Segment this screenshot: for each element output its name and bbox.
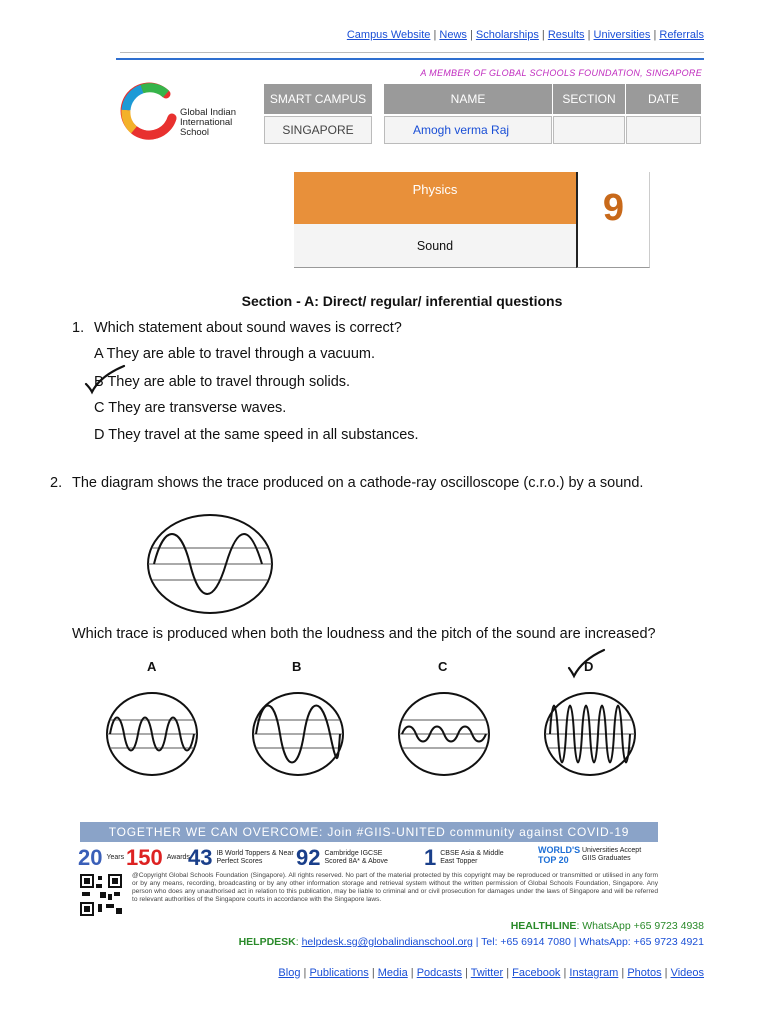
member-text: A MEMBER OF GLOBAL SCHOOLS FOUNDATION, SINGAPORE <box>420 68 702 78</box>
school-logo <box>120 80 270 144</box>
logo-text: Global Indian International School <box>180 107 236 138</box>
link-blog[interactable]: Blog <box>278 967 301 979</box>
link-universities[interactable]: Universities <box>593 29 651 41</box>
link-media[interactable]: Media <box>377 967 408 979</box>
link-videos[interactable]: Videos <box>670 967 704 979</box>
stat-awards: 150 Awards <box>126 845 190 870</box>
trace-option-a[interactable] <box>104 690 200 778</box>
link-news[interactable]: News <box>439 29 467 41</box>
q1-option-c[interactable]: C They are transverse waves. <box>94 400 287 416</box>
section-title: Section - A: Direct/ regular/ inferential questions <box>241 293 563 309</box>
link-results[interactable]: Results <box>547 29 585 41</box>
trace-label-a: A <box>147 659 157 674</box>
name-field[interactable]: Amogh verma Raj <box>384 116 552 144</box>
stat-igcse: 92 Cambridge IGCSE Scored 8A* & Above <box>296 845 388 870</box>
link-instagram[interactable]: Instagram <box>569 967 619 979</box>
subject-label: Physics <box>294 172 576 224</box>
trace-label-b: B <box>292 659 302 674</box>
question-2-text: The diagram shows the trace produced on a cathode-ray oscilloscope (c.r.o.) by a sound. <box>72 475 644 491</box>
trace-label-d: D <box>584 659 594 674</box>
date-field[interactable] <box>626 116 701 144</box>
header-rule <box>120 52 704 53</box>
link-podcasts[interactable]: Podcasts <box>416 967 462 979</box>
q1-option-a[interactable]: A They are able to travel through a vacuum. <box>94 346 376 362</box>
question-2-number: 2. <box>50 475 63 491</box>
stat-ib-toppers: 43 IB World Toppers & Near Perfect Scores <box>188 845 294 870</box>
stat-universities: WORLD'S TOP 20 Universities Accept GIIS Graduates <box>538 845 642 865</box>
trace-option-b[interactable] <box>250 690 346 778</box>
helpdesk-email-link[interactable]: helpdesk.sg@globalindianschool.org <box>301 936 473 948</box>
topic-label: Sound <box>294 224 576 268</box>
top-links: Campus Website | News | Scholarships | Results | Universities | Referrals <box>346 29 704 41</box>
trace-option-c[interactable] <box>396 690 492 778</box>
bottom-links: Blog | Publications | Media | Podcasts | Twitter | Facebook | Instagram | Photos | Videos <box>278 967 704 979</box>
link-publications[interactable]: Publications <box>309 967 369 979</box>
link-scholarships[interactable]: Scholarships <box>475 29 539 41</box>
healthline-label: HEALTHLINE <box>510 920 577 932</box>
q1-tick-mark-icon <box>84 364 128 396</box>
section-field[interactable] <box>553 116 625 144</box>
copyright-text: @Copyright Global Schools Foundation (Singapore). All rights reserved. No part of the material protected by this copyright may be reproduced or transmitted or utilised in any form or by any means, recording, broadcasting or by any other information storage and retrieval system without the written permission of Global Schools Foundation, Singapore. Any person who does any unauthorised act in relation to this publication, may be liable to criminal and or civil prosecution for damages under the laws of Singapore and will be referred to relevant authorities of the Singapore courts in accordance with the Singapore laws. <box>132 872 658 903</box>
trace-label-c: C <box>438 659 448 674</box>
header-date: DATE <box>626 84 701 114</box>
campus-value: SINGAPORE <box>264 116 372 144</box>
question-2-followup: Which trace is produced when both the loudness and the pitch of the sound are increased? <box>72 626 656 642</box>
qr-code-icon[interactable] <box>80 874 122 916</box>
q1-option-b[interactable]: B They are able to travel through solids. <box>94 374 351 390</box>
logo-ring-icon <box>120 80 180 144</box>
link-facebook[interactable]: Facebook <box>512 967 561 979</box>
stats-row <box>78 845 660 869</box>
question-1-number: 1. <box>72 320 85 336</box>
link-twitter[interactable]: Twitter <box>470 967 504 979</box>
helpdesk-contact: | Tel: +65 6914 7080 | WhatsApp: +65 9723 4921 <box>472 936 704 948</box>
stat-cbse: 1 CBSE Asia & Middle East Topper <box>424 845 504 870</box>
header-rule-blue <box>116 58 704 60</box>
question-1-text: Which statement about sound waves is correct? <box>94 320 402 336</box>
grade-box <box>576 172 650 268</box>
link-campus-website[interactable]: Campus Website <box>346 29 431 41</box>
link-referrals[interactable]: Referrals <box>659 29 704 41</box>
covid-banner[interactable]: TOGETHER WE CAN OVERCOME: Join #GIIS-UNITED community against COVID-19 <box>80 822 658 842</box>
healthline <box>511 920 704 932</box>
header-name: NAME <box>384 84 552 114</box>
stat-years: 20 Years <box>78 845 125 870</box>
link-photos[interactable]: Photos <box>627 967 662 979</box>
grade-number: 9 <box>602 187 625 229</box>
cro-trace-original <box>144 512 276 616</box>
healthline-text: : WhatsApp +65 9723 4938 <box>576 920 704 932</box>
q1-option-d[interactable]: D They travel at the same speed in all substances. <box>94 427 419 443</box>
helpdesk: HELPDESK: helpdesk.sg@globalindianschool.org | Tel: +65 6914 7080 | WhatsApp: +65 9723 4921 <box>238 936 704 948</box>
q2-tick-mark-icon <box>566 646 610 680</box>
header-section: SECTION <box>553 84 625 114</box>
header-smart-campus: SMART CAMPUS <box>264 84 372 114</box>
trace-option-d[interactable] <box>542 690 638 778</box>
helpdesk-label: HELPDESK <box>238 936 296 948</box>
